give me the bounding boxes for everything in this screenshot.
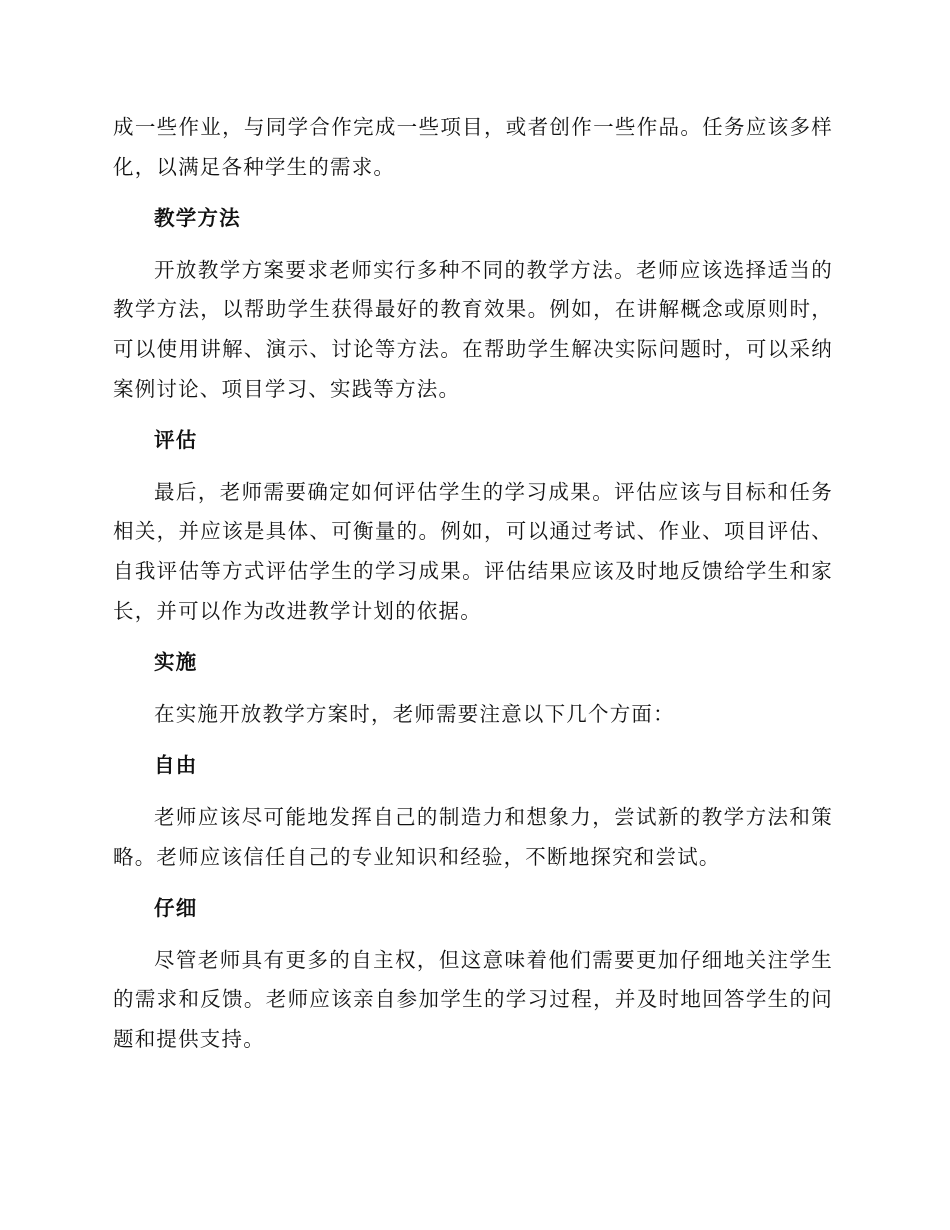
paragraph-assessment: 最后，老师需要确定如何评估学生的学习成果。评估应该与目标和任务相关，并应该是具体、可衡量的。例如，可以通过考试、作业、项目评估、自我评估等方式评估学生的学习成果。评估结果应该及时地反馈给学生和家长，并可以作为改进教学计划的依据。 xyxy=(113,479,833,623)
heading-implementation: 实施 xyxy=(154,650,198,675)
heading-freedom: 自由 xyxy=(154,753,198,778)
paragraph-teaching-methods: 开放教学方案要求老师实行多种不同的教学方法。老师应该选择适当的教学方法，以帮助学生获得最好的教育效果。例如，在讲解概念或原则时，可以使用讲解、演示、讨论等方法。在帮助学生解决实际问题时，可以采纳案例讨论、项目学习、实践等方法。 xyxy=(113,257,833,401)
heading-carefulness: 仔细 xyxy=(154,896,198,921)
heading-teaching-methods: 教学方法 xyxy=(154,206,241,231)
paragraph-carefulness: 尽管老师具有更多的自主权，但这意味着他们需要更加仔细地关注学生的需求和反馈。老师应该亲自参加学生的学习过程，并及时地回答学生的问题和提供支持。 xyxy=(113,947,833,1051)
document-body xyxy=(113,108,833,1071)
paragraph-freedom: 老师应该尽可能地发挥自己的制造力和想象力，尝试新的教学方法和策略。老师应该信任自己的专业知识和经验，不断地探究和尝试。 xyxy=(113,804,833,869)
paragraph-task-continuation: 成一些作业，与同学合作完成一些项目，或者创作一些作品。任务应该多样化，以满足各种学生的需求。 xyxy=(113,115,833,179)
heading-assessment: 评估 xyxy=(154,428,198,453)
paragraph-implementation: 在实施开放教学方案时，老师需要注意以下几个方面： xyxy=(154,701,675,726)
